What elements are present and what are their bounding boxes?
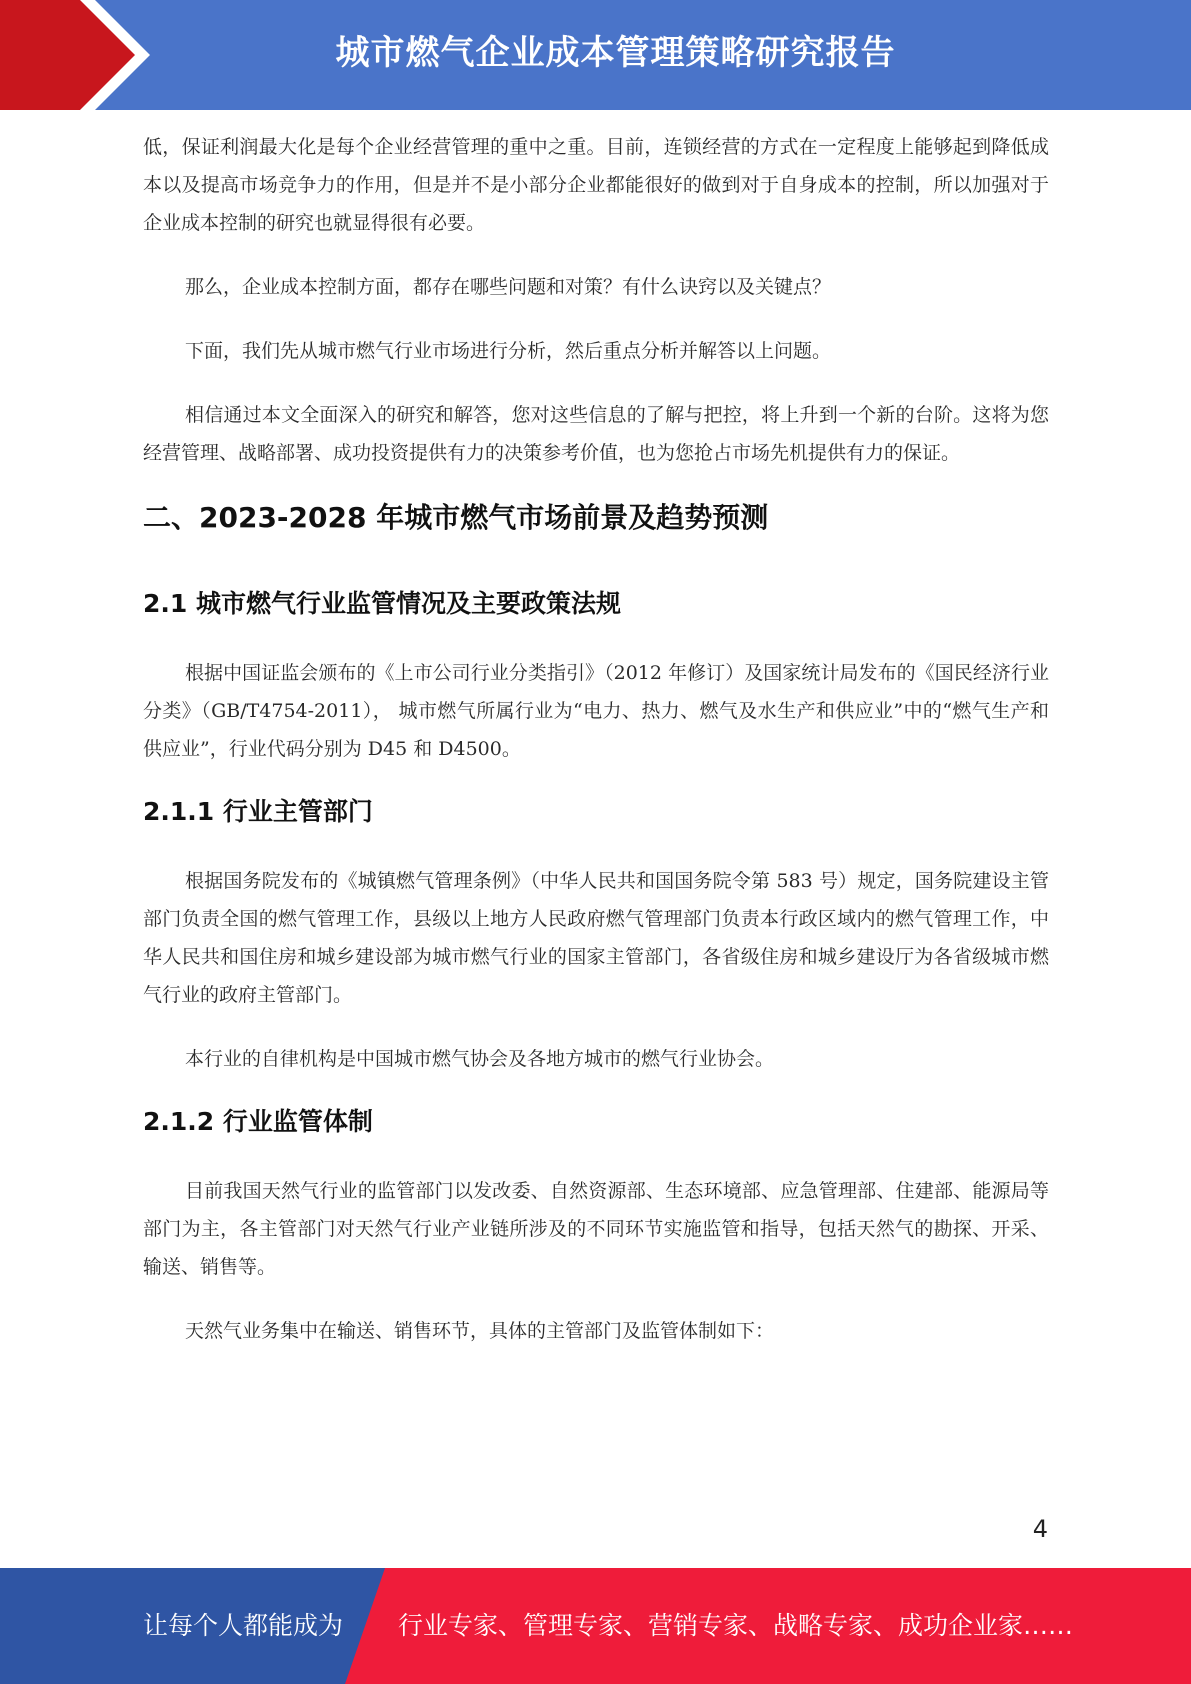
paragraph-classification: 根据中国证监会颁布的《上市公司行业分类指引》（2012 年修订）及国家统计局发布的《国民经济行业分类》（GB/T4754-2011）， 城市燃气所属行业为“电力、热力、燃气及水生产和供应业”中的“燃气生产和供应业”，行业代码分别为 D45 和 D4500。 <box>143 662 1049 760</box>
subsubsection-heading-authority: 2.1.1 行业主管部门 <box>143 797 373 826</box>
footer-slogan-right: 行业专家、管理专家、营销专家、战略专家、成功企业家…… <box>398 1611 1074 1640</box>
section-heading: 二、2023-2028 年城市燃气市场前景及趋势预测 <box>143 501 769 534</box>
paragraph-question: 那么，企业成本控制方面，都存在哪些问题和对策？有什么诀窍以及关键点？ <box>185 276 832 298</box>
page-number: 4 <box>1032 1515 1048 1543</box>
paragraph-regulators: 目前我国天然气行业的监管部门以发改委、自然资源部、生态环境部、应急管理部、住建部、能源局等部门为主，各主管部门对天然气行业产业链所涉及的不同环节实施监管和指导，包括天然气的勘探、开采、输送、销售等。 <box>143 1180 1049 1278</box>
document-body <box>143 128 1049 1376</box>
paragraph-intro: 下面，我们先从城市燃气行业市场进行分析，然后重点分析并解答以上问题。 <box>185 340 832 362</box>
paragraph-value: 相信通过本文全面深入的研究和解答，您对这些信息的了解与把控，将上升到一个新的台阶。这将为您经营管理、战略部署、成功投资提供有力的决策参考价值，也为您抢占市场先机提供有力的保证。 <box>143 404 1049 464</box>
paragraph-association: 本行业的自律机构是中国城市燃气协会及各地方城市的燃气行业协会。 <box>185 1048 775 1070</box>
paragraph-authority: 根据国务院发布的《城镇燃气管理条例》（中华人民共和国国务院令第 583 号）规定，国务院建设主管部门负责全国的燃气管理工作，县级以上地方人民政府燃气管理部门负责本行政区域内的燃气管理工作，中华人民共和国住房和城乡建设部为城市燃气行业的国家主管部门，各省级住房和城乡建设厅为各省级城市燃气行业的政府主管部门。 <box>143 870 1049 1006</box>
page-footer <box>0 1568 1191 1684</box>
page-header <box>0 0 1191 110</box>
header-title: 城市燃气企业成本管理策略研究报告 <box>335 33 896 73</box>
paragraph-continuation: 低，保证利润最大化是每个企业经营管理的重中之重。目前，连锁经营的方式在一定程度上能够起到降低成本以及提高市场竞争力的作用，但是并不是小部分企业都能很好的做到对于自身成本的控制，所以加强对于企业成本控制的研究也就显得很有必要。 <box>143 136 1049 234</box>
subsubsection-heading-regulation: 2.1.2 行业监管体制 <box>143 1107 373 1136</box>
subsection-heading: 2.1 城市燃气行业监管情况及主要政策法规 <box>143 589 621 618</box>
footer-slogan-left: 让每个人都能成为 <box>143 1611 344 1640</box>
paragraph-business: 天然气业务集中在输送、销售环节，具体的主管部门及监管体制如下： <box>185 1320 775 1342</box>
